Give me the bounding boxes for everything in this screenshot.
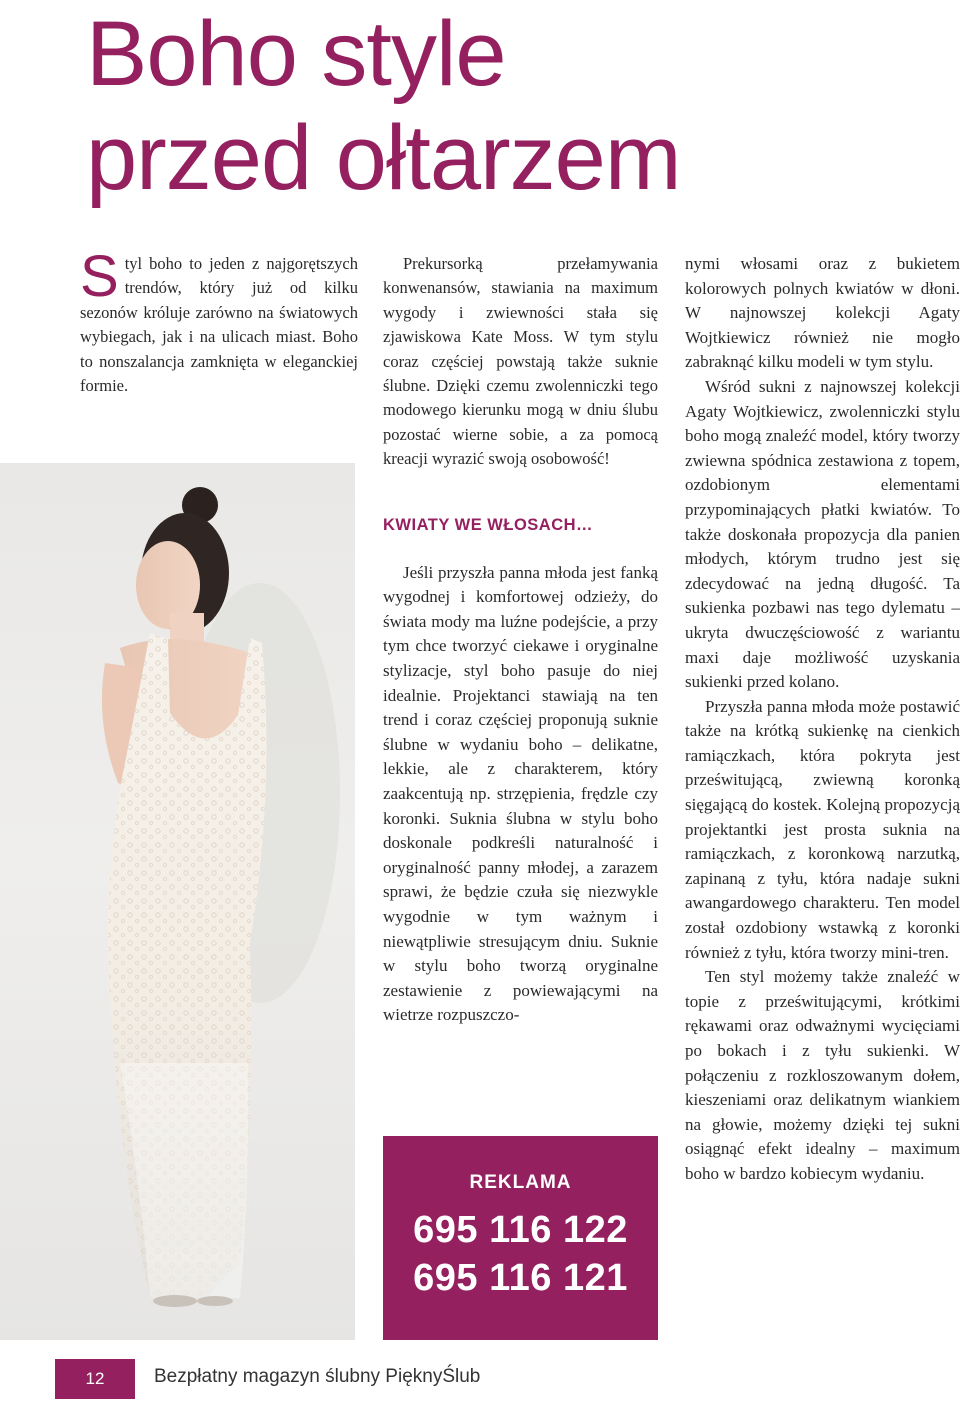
section-heading: KWIATY WE WŁOSACH… (383, 515, 594, 534)
col2-paragraph-2: Jeśli przyszła panna młoda jest fanką wygodnej i komfortowej odzieży, do świata mody ma luźne podejście, a przy tym chce tworzyć ciekawe i oryginalne stylizacje, styl boho pasuje do niej idealnie. Projektanci stawiają na ten trend i coraz częściej proponują suknie ślubne w wydaniu boho – delikatne, lekkie, ale z charakterem, który zaakcentują np. strzępienia, frędzle czy koronki. Suknia ślubna w stylu boho doskonale podkreśli naturalność i oryginalność panny młodej, a zarazem sprawi, że będzie czuła się niezwykle wygodnie w tym ważnym i niewątpliwie stresującym dniu. Suknie w stylu boho tworzą oryginalne zestawienie z powiewającymi na wietrze rozpuszczo- (383, 562, 658, 1025)
title-line-1: Boho style (86, 3, 506, 105)
advertisement-box (383, 1136, 658, 1340)
ad-phone-1: 695 116 122 (413, 1209, 628, 1251)
column-2 (383, 252, 658, 1028)
ad-phone-2: 695 116 121 (413, 1257, 628, 1299)
intro-dropcap: S (80, 244, 119, 309)
col3-paragraph-2: Wśród sukni z najnowszej kolekcji Agaty Wojtkiewicz, zwolenniczki stylu boho mogą znaleźć model, który tworzy zwiewna spódnica zestawiona z topem, ozdobionym elementami przypominających płatki kwiatów. To także doskonała propozycja dla panien młodych, którym trudno jest się zdecydować na jedną długość. Ta sukienka pozbawi nas tego dylematu – ukryta dwuczęściowość z wariantu maxi daje możliwość uzyskania sukienki przed kolano. (685, 376, 960, 692)
column-3 (685, 252, 960, 1187)
col3-paragraph-3: Przyszła panna młoda może postawić także na krótką sukienkę na cienkich ramiączkach, która pokryta jest prześwitującą, zwiewną koronką sięgającą do kostek. Kolejną propozycją projektantki jest prosta suknia na ramiączkach, z koronkową narzutką, zapinaną z tyłu, która nadaje sukni awangardowego charakteru. Ten model został ozdobiony wstawką z koronki również z tyłu, która tworzy mini-tren. (685, 696, 960, 962)
title-line-2: przed ołtarzem (86, 107, 681, 209)
col3-paragraph-4: Ten styl możemy także znaleźć w topie z prześwitującymi, krótkimi rękawami oraz odważnymi wycięciami po bokach i z tyłu sukienki. W połączeniu z rozkloszowanym dołem, kieszeniami oraz delikatnym wiankiem na głowie, możemy dzięki tej sukni osiągnąć efekt idealny – maximum boho w bardzo kobiecym wydaniu. (685, 967, 960, 1183)
bride-photo (0, 463, 355, 1340)
bride-illustration (0, 463, 355, 1340)
article-title (86, 2, 866, 210)
col2-paragraph-1: Prekursorką przełamywania konwenansów, stawiania na maximum wygody i zwiewności stała się zjawiskowa Kate Moss. W tym stylu coraz częściej powstają także suknie ślubne. Dzięki czemu zwolenniczki tego modowego kierunku mogą w dniu ślubu pozostać wierne sobie, a za pomocą kreacji wyrazić swoją osobowość! (383, 254, 658, 469)
magazine-name: Bezpłatny magazyn ślubny PięknyŚlub (154, 1366, 481, 1387)
col3-paragraph-1: nymi włosami oraz z bukietem kolorowych polnych kwiatów w dłoni. W najnowszej kolekcji Agaty Wojtkiewicz również nie mogło zabraknąć kilku modeli w tym stylu. (685, 254, 960, 372)
intro-paragraph (80, 244, 358, 398)
intro-text: tyl boho to jeden z najgorętszych trendów, który już od kilku sezonów króluje zarówno na światowych wybiegach, jak i na ulicach miast. Boho to nonszalancja zamknięta w eleganckiej formie. (80, 254, 358, 396)
page-number: 12 (55, 1359, 135, 1399)
ad-label: REKLAMA (469, 1172, 572, 1193)
